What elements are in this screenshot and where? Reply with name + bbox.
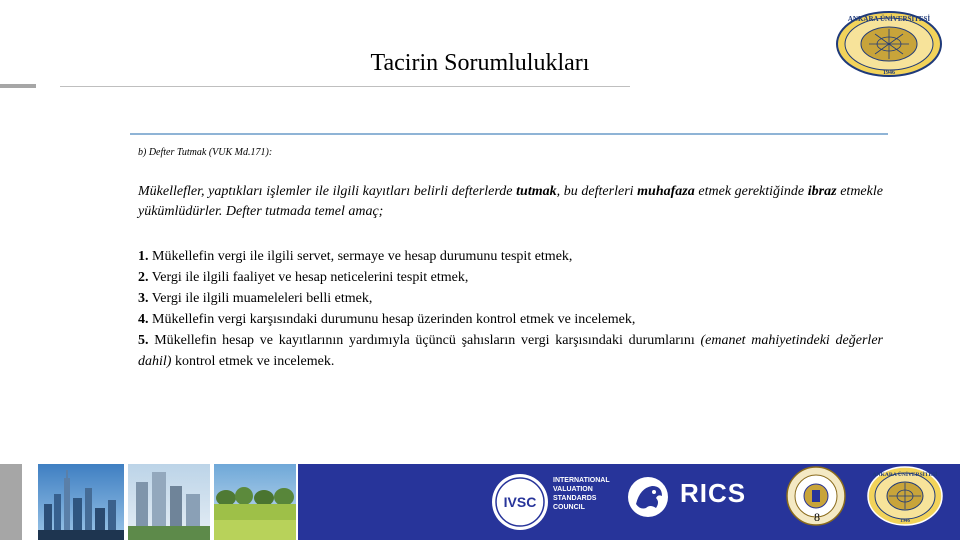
university-seal-icon [834,10,944,78]
rics-lion-icon [622,474,674,520]
seal-text-top: ANKARA ÜNİVERSİTESİ [847,15,931,23]
landscape-photo [214,464,296,540]
ivsc-logo-icon [490,472,550,532]
seal-year-top: 1946 [883,70,895,76]
para-bold-ibraz: ibraz [807,184,837,199]
ivsc-name: INTERNATIONAL VALUATION STANDARDS COUNCIL [553,477,610,511]
title-underline [60,86,630,87]
para-bold-tutmak: tutmak [516,184,557,199]
page-number: 8 [814,510,820,524]
rics-wordmark: RICS [680,478,747,508]
para-text: , bu defterleri [556,184,638,199]
para-text: etmek gerektiğinde [694,184,808,199]
list-item: 4. Mükellefin vergi karşısındaki durumunu hesap üzerinden kontrol etmek ve incelemek, [138,312,636,327]
svg-text:ANKARA ÜNİVERSİTESİ: ANKARA ÜNİVERSİTESİ [872,472,938,478]
para-text: Mükellefler, yaptıkları işlemler ile ilgili kayıtları belirli defterlerde [138,184,517,199]
slide-title: Tacirin Sorumlulukları [370,50,590,76]
content-divider [130,133,888,135]
intro-paragraph [138,182,883,222]
svg-text:IVSC: IVSC [503,494,537,510]
university-seal-bottom-icon [866,466,944,526]
purpose-list [138,246,883,372]
para-text: etmekle yükümlüdürler. Defter tutmada temel amaç; [138,184,883,219]
list-item: 3. Vergi ile ilgili muameleleri belli etmek, [138,291,373,306]
list-item: 5. Mükellefin hesap ve kayıtlarının yardımıyla üçüncü şahısların vergi karşısındaki durumlarını (emanet mahiyetindeki değerler dahil) kontrol etmek ve incelemek. [138,333,883,369]
title-accent-bar [0,84,36,88]
footer-gray-bar [0,464,22,540]
city-skyline-photo [38,464,124,540]
towers-photo [128,464,210,540]
para-bold-muhafaza: muhafaza [637,184,695,199]
list-item: 2. Vergi ile ilgili faaliyet ve hesap neticelerini tespit etmek, [138,270,469,285]
section-subheading: b) Defter Tutmak (VUK Md.171): [138,147,273,158]
list-item: 1. Mükellefin vergi ile ilgili servet, sermaye ve hesap durumunu tespit etmek, [138,249,573,264]
svg-text:1946: 1946 [900,519,910,524]
